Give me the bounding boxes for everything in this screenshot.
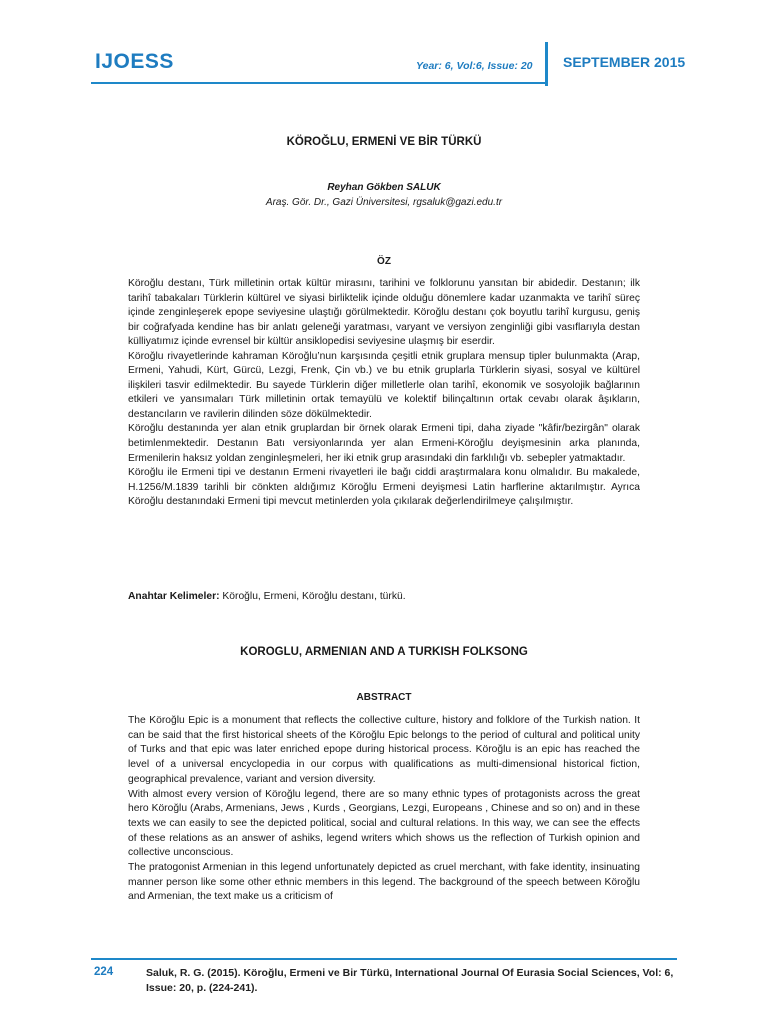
- oz-heading: ÖZ: [377, 256, 391, 267]
- author-affiliation: Araş. Gör. Dr., Gazi Üniversitesi, rgsaluk@gazi.edu.tr: [265, 197, 503, 208]
- article-title-tr: KÖROĞLU, ERMENİ VE BİR TÜRKÜ: [286, 136, 482, 148]
- oz-body: [128, 277, 640, 510]
- issue-info: Year: 6, Vol:6, Issue: 20: [416, 60, 533, 72]
- abstract-body: [128, 714, 640, 905]
- oz-paragraph: Köroğlu rivayetlerinde kahraman Köroğlu’nun karşısında çeşitli etnik gruplara mensup tipler bulunmakta (Arap, Ermeni, Yahudi, Kürt, Gürcü, Lezgi, Frenk, Çin vb.) ve bu etnik gruplarla Türklerin siyasi, sosyal ve kültürel ilişkileri tasvir edilmektedir. Bu sayede Türklerin diğer milletlerle olan tarihî, ekonomik ve sosyolojik bağlarının etkileri ve yansımaları Türk milletinin ortak temayülü ve kolektif bilinçaltının ortak cevabı olarak âşıkların, destancıların ve ravilerin dilinden söze dökülmektedir.: [128, 350, 640, 420]
- keywords-value: Köroğlu, Ermeni, Köroğlu destanı, türkü.: [219, 591, 406, 602]
- abstract-paragraph: With almost every version of Köroğlu legend, there are so many ethnic types of protagonists across the great hero Köroğlu (Arabs, Armenians, Jews , Kurds , Georgians, Lezgi, Europeans , Chinese and so on) and in these texts we can easily to see the depicted political, social and cultural relations. In this way, we can see the effects of these relations as an answer of ashiks, legend writers which shows us the reflection of Turkish opinion and collective unconscious.: [128, 788, 640, 859]
- abstract-paragraph: The Köroğlu Epic is a monument that reflects the collective culture, history and folklore of the Turkish nation. It can be said that the first historical sheets of the Köroğlu Epic belongs to the period of cultural and political unity of Turks and that epic was later enriched epope during historical process. Köroğlu is an epic has reached the level of a universal encyclopedia in our corpus with qualifications as multi-dimensional historical fiction, geographical prevalence, variant and version diversity.: [128, 715, 640, 785]
- abstract-paragraph: The pratogonist Armenian in this legend unfortunately depicted as cruel merchant, with fake identity, insinuating manner person like some other ethnic members in this legend. The background of the speech between Köroğlu and Armenian, the text make us a criticism of: [128, 862, 640, 903]
- keywords-label: Anahtar Kelimeler:: [128, 591, 220, 602]
- author-name: Reyhan Gökben SALUK: [327, 182, 441, 193]
- header-divider: [545, 42, 548, 86]
- citation: Saluk, R. G. (2015). Köroğlu, Ermeni ve Bir Türkü, International Journal Of Eurasia Social Sciences, Vol: 6, Issue: 20, p. (224-241).: [146, 967, 674, 994]
- issue-date: SEPTEMBER 2015: [563, 54, 686, 70]
- abstract-heading: ABSTRACT: [356, 692, 412, 703]
- article-title-en: KOROGLU, ARMENIAN AND A TURKISH FOLKSONG: [240, 646, 528, 658]
- journal-name: IJOESS: [95, 50, 174, 73]
- oz-paragraph: Köroğlu destanı, Türk milletinin ortak kültür mirasını, tarihini ve folklorunu yansıtan bir abidedir. Destanın; ilk tarihî tabakaları Türklerin kültürel ve siyasi birliktelik içinde olduğu dönemlere kadar uzanmakta ve tarihî süreç içinde zenginleşerek epope seviyesine ulaştığı görülmektedir. Köroğlu destanı çok boyutlu tarihî kurgusu, geniş bir coğrafyada kendine has bir anlatı geleneği yaratması, varyant ve versiyon zenginliği gibi vasıflarıyla destan külliyatımız içinde evrensel bir kültür ansiklopedisi seviyesine ulaşmış bir eserdir.: [128, 278, 640, 348]
- keywords: [128, 591, 640, 602]
- oz-paragraph: Köroğlu destanında yer alan etnik gruplardan bir örnek olarak Ermeni tipi, daha ziyade "kâfir/bezirgân" olarak betimlenmektedir. Destanın Batı versiyonlarında yer alan Ermeni-Köroğlu deyişmesinin arka planında, Ermenilerin haksız yoldan zenginleşmeleri, her iki etnik grup arasındaki din farklılığı vb. sebepler yatmaktadır.: [128, 423, 640, 464]
- oz-paragraph: Köroğlu ile Ermeni tipi ve destanın Ermeni rivayetleri ile bağı ciddi araştırmalara konu olmalıdır. Bu makalede, H.1256/M.1839 tarihli bir cönkten aldığımız Köroğlu Ermeni deyişmesi Latin harflerine aktarılmıştır. Ayrıca Köroğlu destanındaki Ermeni tipi mevcut metinlerden yola çıkılarak değerlendirilmeye çalışılmıştır.: [128, 467, 640, 508]
- page-number: 224: [94, 966, 114, 978]
- header-rule: [91, 82, 546, 84]
- footer-rule: [91, 958, 677, 960]
